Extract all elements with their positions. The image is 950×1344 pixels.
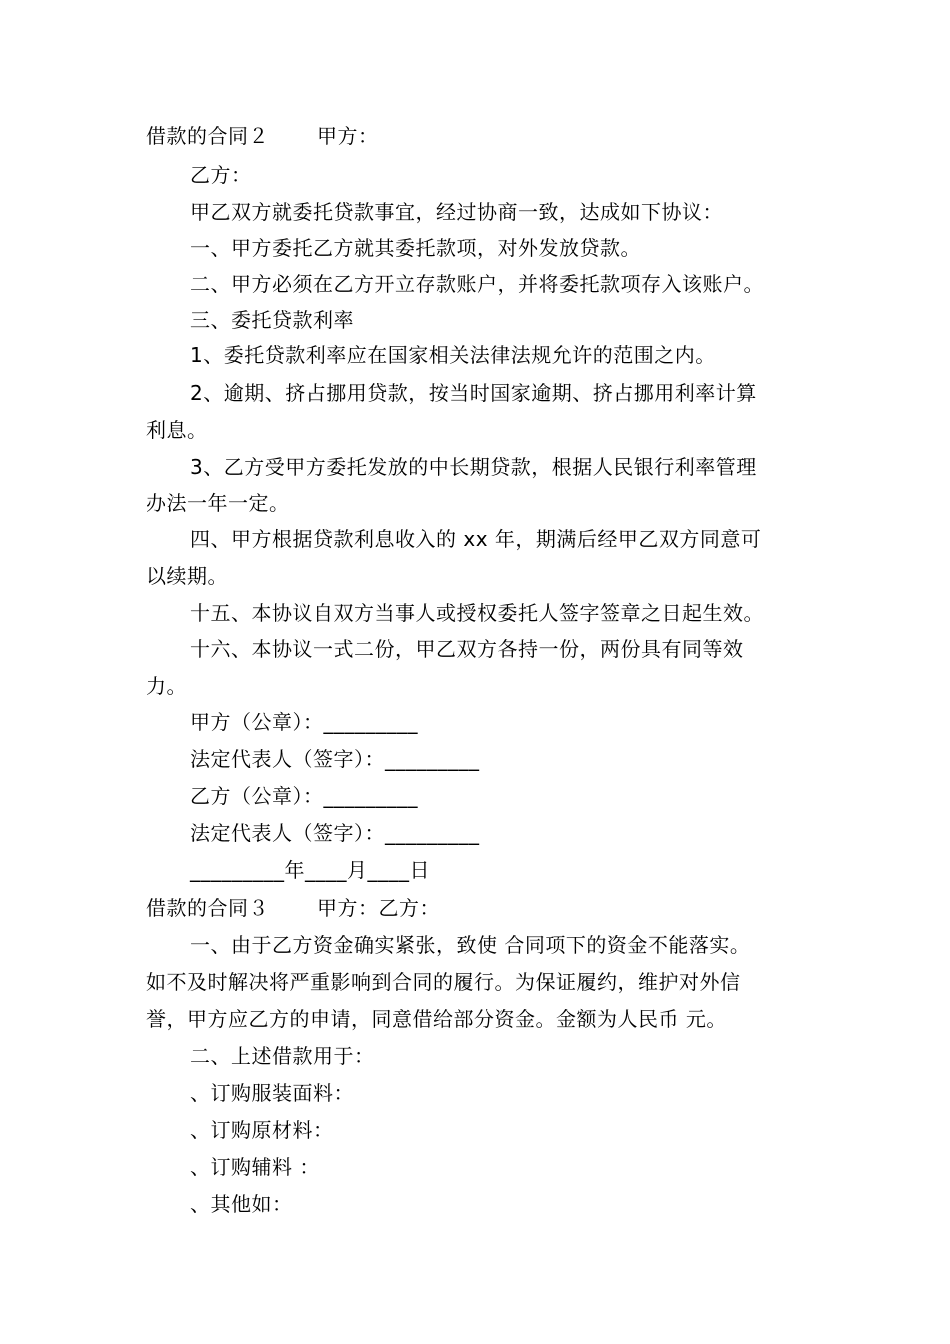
section-2-clause-2: 二、甲方必须在乙方开立存款账户，并将委托款项存入该账户。	[190, 272, 764, 296]
section-3-use-2: 、订购原材料：	[190, 1118, 334, 1142]
section-2-title: 借款的合同２	[146, 124, 269, 148]
section-2-heading	[146, 124, 810, 148]
section-2-clause-4-cont: 以续期。	[146, 564, 228, 588]
section-2-clause-3: 三、委托贷款利率	[190, 308, 354, 332]
section-3-parties: 甲方：乙方：	[317, 896, 440, 920]
signature-party-b-representative: 法定代表人（签字）：_________	[190, 821, 480, 845]
section-3-title: 借款的合同３	[146, 896, 269, 920]
section-3-clause-2: 二、上述借款用于：	[190, 1044, 375, 1068]
section-2-clause-3-2: 2、逾期、挤占挪用贷款，按当时国家逾期、挤占挪用利率计算	[190, 381, 757, 405]
section-2-intro: 甲乙双方就委托贷款事宜，经过协商一致，达成如下协议：	[190, 200, 723, 224]
section-2-clause-3-1: 1、委托贷款利率应在国家相关法律法规允许的范围之内。	[190, 343, 716, 367]
section-2-party-b: 乙方：	[190, 163, 252, 187]
signature-party-b-seal: 乙方（公章）：_________	[190, 784, 418, 808]
signature-party-a-representative: 法定代表人（签字）：_________	[190, 747, 480, 771]
section-2-clause-3-3: 3、乙方受甲方委托发放的中长期贷款，根据人民银行利率管理	[190, 455, 757, 479]
section-2-clause-16: 十六、本协议一式二份，甲乙双方各持一份，两份具有同等效	[190, 637, 744, 661]
section-3-use-1: 、订购服装面料：	[190, 1081, 354, 1105]
section-3-heading	[146, 896, 810, 920]
section-3-clause-1-cont-1: 如不及时解决将严重影响到合同的履行。为保证履约，维护对外信	[146, 970, 741, 994]
section-2-clause-16-cont: 力。	[146, 674, 187, 698]
section-2-clause-1: 一、甲方委托乙方就其委托款项，对外发放贷款。	[190, 236, 641, 260]
section-3-use-4: 、其他如：	[190, 1192, 293, 1216]
section-2-clause-3-2-cont: 利息。	[146, 418, 208, 442]
section-3-clause-1-cont-2: 誉，甲方应乙方的申请，同意借给部分资金。金额为人民币 元。	[146, 1007, 727, 1031]
signature-party-a-seal: 甲方（公章）：_________	[190, 710, 418, 734]
section-2-clause-3-3-cont: 办法一年一定。	[146, 491, 290, 515]
section-2-party-a: 甲方：	[317, 124, 379, 148]
section-2-clause-4: 四、甲方根据贷款利息收入的 xx 年，期满后经甲乙双方同意可	[190, 527, 762, 551]
signature-date-line: _________年____月____日	[190, 858, 430, 882]
section-2-clause-15: 十五、本协议自双方当事人或授权委托人签字签章之日起生效。	[190, 601, 764, 625]
section-3-clause-1: 一、由于乙方资金确实紧张，致使 合同项下的资金不能落实。	[190, 933, 751, 957]
section-3-use-3: 、订购辅料 ：	[190, 1155, 320, 1179]
